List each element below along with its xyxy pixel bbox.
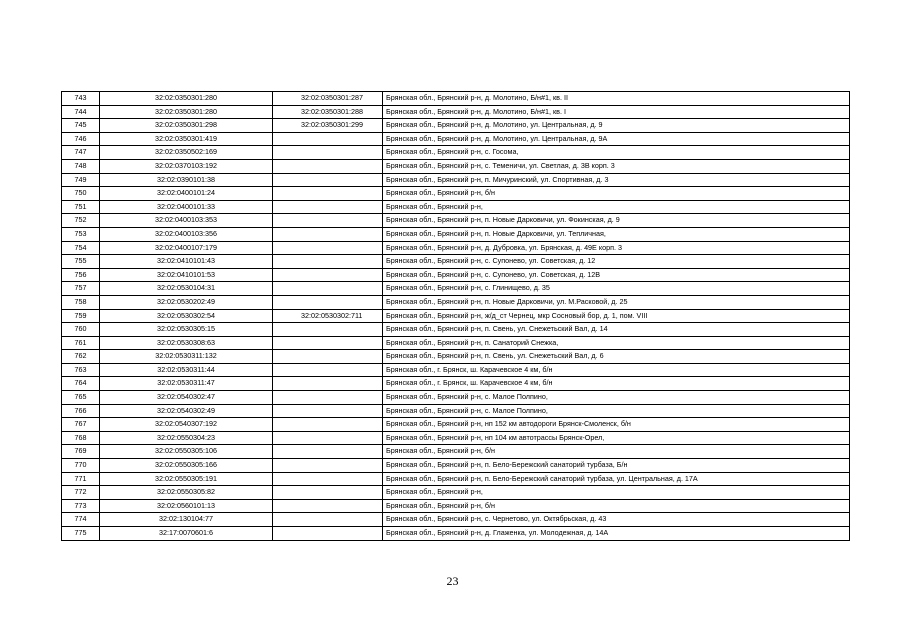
cadastral-number-cell: 32:02:0350301:280 bbox=[100, 105, 273, 119]
cadastral-number-cell: 32:02:0550305:106 bbox=[100, 445, 273, 459]
cadastral-number-cell: 32:02:0410101:43 bbox=[100, 255, 273, 269]
cadastral-number-cell: 32:02:0530311:47 bbox=[100, 377, 273, 391]
table-row bbox=[62, 159, 850, 173]
cadastral-number-cell: 32:02:0390101:38 bbox=[100, 173, 273, 187]
related-cadastral-number-cell bbox=[273, 431, 383, 445]
address-cell: Брянская обл., Брянский р-н, п. Мичуринский, ул. Спортивная, д. 3 bbox=[383, 173, 850, 187]
row-number-cell: 750 bbox=[62, 187, 100, 201]
cadastral-number-cell: 32:02:0530311:132 bbox=[100, 350, 273, 364]
address-cell: Брянская обл., Брянский р-н, bbox=[383, 486, 850, 500]
cadastral-number-cell: 32:02:0370103:192 bbox=[100, 159, 273, 173]
related-cadastral-number-cell bbox=[273, 472, 383, 486]
cadastral-number-cell: 32:02:0400101:33 bbox=[100, 200, 273, 214]
row-number-cell: 767 bbox=[62, 418, 100, 432]
cadastral-number-cell: 32:02:0350301:419 bbox=[100, 132, 273, 146]
page-number: 23 bbox=[446, 574, 459, 588]
row-number-cell: 761 bbox=[62, 336, 100, 350]
row-number-cell: 759 bbox=[62, 309, 100, 323]
cadastral-number-cell: 32:02:0400101:24 bbox=[100, 187, 273, 201]
address-cell: Брянская обл., Брянский р-н, с. Малое Полпино, bbox=[383, 404, 850, 418]
related-cadastral-number-cell bbox=[273, 499, 383, 513]
table-row bbox=[62, 173, 850, 187]
row-number-cell: 756 bbox=[62, 268, 100, 282]
cadastral-number-cell: 32:02:0540302:47 bbox=[100, 391, 273, 405]
table-row bbox=[62, 431, 850, 445]
table-row bbox=[62, 146, 850, 160]
row-number-cell: 774 bbox=[62, 513, 100, 527]
cadastral-number-cell: 32:02:0540307:192 bbox=[100, 418, 273, 432]
address-cell: Брянская обл., Брянский р-н, нп 152 км автодороги Брянск-Смоленск, б/н bbox=[383, 418, 850, 432]
table-row bbox=[62, 499, 850, 513]
cadastral-number-cell: 32:02:0530104:31 bbox=[100, 282, 273, 296]
address-cell: Брянская обл., Брянский р-н, с. Теменичи, ул. Светлая, д. 3В корп. 3 bbox=[383, 159, 850, 173]
related-cadastral-number-cell bbox=[273, 146, 383, 160]
row-number-cell: 748 bbox=[62, 159, 100, 173]
row-number-cell: 763 bbox=[62, 363, 100, 377]
row-number-cell: 749 bbox=[62, 173, 100, 187]
related-cadastral-number-cell bbox=[273, 159, 383, 173]
row-number-cell: 764 bbox=[62, 377, 100, 391]
table-row bbox=[62, 309, 850, 323]
table-row bbox=[62, 418, 850, 432]
table-row bbox=[62, 295, 850, 309]
related-cadastral-number-cell bbox=[273, 377, 383, 391]
address-cell: Брянская обл., г. Брянск, ш. Карачевское 4 км, б/н bbox=[383, 363, 850, 377]
related-cadastral-number-cell bbox=[273, 418, 383, 432]
address-cell: Брянская обл., Брянский р-н, б/н bbox=[383, 445, 850, 459]
cadastral-number-cell: 32:02:130104:77 bbox=[100, 513, 273, 527]
related-cadastral-number-cell bbox=[273, 527, 383, 541]
cadastral-number-cell: 32:02:0400107:179 bbox=[100, 241, 273, 255]
related-cadastral-number-cell bbox=[273, 214, 383, 228]
table-row bbox=[62, 132, 850, 146]
row-number-cell: 760 bbox=[62, 323, 100, 337]
row-number-cell: 773 bbox=[62, 499, 100, 513]
table-row bbox=[62, 282, 850, 296]
related-cadastral-number-cell bbox=[273, 227, 383, 241]
table-row bbox=[62, 363, 850, 377]
cadastral-number-cell: 32:02:0530202:49 bbox=[100, 295, 273, 309]
row-number-cell: 757 bbox=[62, 282, 100, 296]
address-cell: Брянская обл., Брянский р-н, bbox=[383, 200, 850, 214]
row-number-cell: 747 bbox=[62, 146, 100, 160]
address-cell: Брянская обл., Брянский р-н, д. Дубровка, ул. Брянская, д. 49Е корп. 3 bbox=[383, 241, 850, 255]
address-cell: Брянская обл., Брянский р-н, с. Глинищево, д. 35 bbox=[383, 282, 850, 296]
related-cadastral-number-cell bbox=[273, 282, 383, 296]
address-cell: Брянская обл., Брянский р-н, б/н bbox=[383, 499, 850, 513]
cadastral-number-cell: 32:17:0070601:6 bbox=[100, 527, 273, 541]
row-number-cell: 768 bbox=[62, 431, 100, 445]
related-cadastral-number-cell: 32:02:0350301:299 bbox=[273, 119, 383, 133]
address-cell: Брянская обл., Брянский р-н, п. Новые Дарковичи, ул. Фокинская, д. 9 bbox=[383, 214, 850, 228]
related-cadastral-number-cell bbox=[273, 241, 383, 255]
row-number-cell: 775 bbox=[62, 527, 100, 541]
row-number-cell: 769 bbox=[62, 445, 100, 459]
row-number-cell: 758 bbox=[62, 295, 100, 309]
property-table-body bbox=[62, 92, 850, 541]
table-row bbox=[62, 323, 850, 337]
table-row bbox=[62, 268, 850, 282]
row-number-cell: 755 bbox=[62, 255, 100, 269]
address-cell: Брянская обл., г. Брянск, ш. Карачевское 4 км, б/н bbox=[383, 377, 850, 391]
related-cadastral-number-cell bbox=[273, 445, 383, 459]
table-row bbox=[62, 472, 850, 486]
row-number-cell: 752 bbox=[62, 214, 100, 228]
address-cell: Брянская обл., Брянский р-н, с. Супонево, ул. Советская, д. 12 bbox=[383, 255, 850, 269]
table-row bbox=[62, 119, 850, 133]
related-cadastral-number-cell bbox=[273, 513, 383, 527]
row-number-cell: 754 bbox=[62, 241, 100, 255]
address-cell: Брянская обл., Брянский р-н, п. Новые Дарковичи, ул. М.Расковой, д. 25 bbox=[383, 295, 850, 309]
cadastral-number-cell: 32:02:0530308:63 bbox=[100, 336, 273, 350]
cadastral-number-cell: 32:02:0550304:23 bbox=[100, 431, 273, 445]
table-row bbox=[62, 350, 850, 364]
related-cadastral-number-cell bbox=[273, 295, 383, 309]
cadastral-number-cell: 32:02:0540302:49 bbox=[100, 404, 273, 418]
table-row bbox=[62, 255, 850, 269]
related-cadastral-number-cell bbox=[273, 187, 383, 201]
row-number-cell: 762 bbox=[62, 350, 100, 364]
cadastral-number-cell: 32:02:0550305:191 bbox=[100, 472, 273, 486]
cadastral-number-cell: 32:02:0350301:280 bbox=[100, 92, 273, 106]
cadastral-number-cell: 32:02:0550305:82 bbox=[100, 486, 273, 500]
table-row bbox=[62, 187, 850, 201]
row-number-cell: 743 bbox=[62, 92, 100, 106]
related-cadastral-number-cell bbox=[273, 459, 383, 473]
related-cadastral-number-cell bbox=[273, 486, 383, 500]
address-cell: Брянская обл., Брянский р-н, п. Свень, ул. Снежетьский Вал, д. 14 bbox=[383, 323, 850, 337]
related-cadastral-number-cell: 32:02:0350301:288 bbox=[273, 105, 383, 119]
table-row bbox=[62, 105, 850, 119]
address-cell: Брянская обл., Брянский р-н, с. Чернетово, ул. Октябрьская, д. 43 bbox=[383, 513, 850, 527]
related-cadastral-number-cell bbox=[273, 323, 383, 337]
row-number-cell: 770 bbox=[62, 459, 100, 473]
table-row bbox=[62, 200, 850, 214]
property-table bbox=[61, 91, 850, 541]
table-row bbox=[62, 241, 850, 255]
row-number-cell: 744 bbox=[62, 105, 100, 119]
cadastral-number-cell: 32:02:0530305:15 bbox=[100, 323, 273, 337]
address-cell: Брянская обл., Брянский р-н, нп 104 км автотрассы Брянск-Орел, bbox=[383, 431, 850, 445]
row-number-cell: 745 bbox=[62, 119, 100, 133]
table-row bbox=[62, 459, 850, 473]
table-row bbox=[62, 391, 850, 405]
row-number-cell: 746 bbox=[62, 132, 100, 146]
address-cell: Брянская обл., Брянский р-н, с. Малое Полпино, bbox=[383, 391, 850, 405]
related-cadastral-number-cell bbox=[273, 404, 383, 418]
table-row bbox=[62, 445, 850, 459]
address-cell: Брянская обл., Брянский р-н, с. Госома, bbox=[383, 146, 850, 160]
table-row bbox=[62, 336, 850, 350]
address-cell: Брянская обл., Брянский р-н, п. Новые Дарковичи, ул. Тепличная, bbox=[383, 227, 850, 241]
cadastral-number-cell: 32:02:0550305:166 bbox=[100, 459, 273, 473]
address-cell: Брянская обл., Брянский р-н, д. Молотино, Б/н#1, кв. I bbox=[383, 105, 850, 119]
address-cell: Брянская обл., Брянский р-н, п. Свень, ул. Снежетьский Вал, д. 6 bbox=[383, 350, 850, 364]
table-row bbox=[62, 92, 850, 106]
related-cadastral-number-cell bbox=[273, 268, 383, 282]
related-cadastral-number-cell: 32:02:0530302:711 bbox=[273, 309, 383, 323]
table-row bbox=[62, 513, 850, 527]
address-cell: Брянская обл., Брянский р-н, с. Супонево, ул. Советская, д. 12В bbox=[383, 268, 850, 282]
related-cadastral-number-cell bbox=[273, 255, 383, 269]
row-number-cell: 766 bbox=[62, 404, 100, 418]
related-cadastral-number-cell bbox=[273, 200, 383, 214]
table-row bbox=[62, 377, 850, 391]
related-cadastral-number-cell bbox=[273, 132, 383, 146]
address-cell: Брянская обл., Брянский р-н, ж/д_ст Чернец, мкр Сосновый бор, д. 1, пом. VIII bbox=[383, 309, 850, 323]
cadastral-number-cell: 32:02:0560101:13 bbox=[100, 499, 273, 513]
row-number-cell: 765 bbox=[62, 391, 100, 405]
cadastral-number-cell: 32:02:0530302:54 bbox=[100, 309, 273, 323]
row-number-cell: 771 bbox=[62, 472, 100, 486]
address-cell: Брянская обл., Брянский р-н, д. Молотино, ул. Центральная, д. 9 bbox=[383, 119, 850, 133]
table-row bbox=[62, 404, 850, 418]
table-row bbox=[62, 214, 850, 228]
address-cell: Брянская обл., Брянский р-н, п. Бело-Бережский санаторий турбаза, Б/н bbox=[383, 459, 850, 473]
related-cadastral-number-cell bbox=[273, 336, 383, 350]
address-cell: Брянская обл., Брянский р-н, п. Бело-Бережский санаторий турбаза, ул. Центральная, д. 17А bbox=[383, 472, 850, 486]
table-row bbox=[62, 227, 850, 241]
related-cadastral-number-cell bbox=[273, 391, 383, 405]
cadastral-number-cell: 32:02:0350502:169 bbox=[100, 146, 273, 160]
related-cadastral-number-cell bbox=[273, 173, 383, 187]
table-row bbox=[62, 486, 850, 500]
address-cell: Брянская обл., Брянский р-н, б/н bbox=[383, 187, 850, 201]
address-cell: Брянская обл., Брянский р-н, д. Молотино, Б/н#1, кв. II bbox=[383, 92, 850, 106]
related-cadastral-number-cell: 32:02:0350301:287 bbox=[273, 92, 383, 106]
cadastral-number-cell: 32:02:0400103:353 bbox=[100, 214, 273, 228]
address-cell: Брянская обл., Брянский р-н, д. Глаженка, ул. Молодежная, д. 14А bbox=[383, 527, 850, 541]
row-number-cell: 753 bbox=[62, 227, 100, 241]
row-number-cell: 772 bbox=[62, 486, 100, 500]
cadastral-number-cell: 32:02:0400103:356 bbox=[100, 227, 273, 241]
related-cadastral-number-cell bbox=[273, 350, 383, 364]
row-number-cell: 751 bbox=[62, 200, 100, 214]
cadastral-number-cell: 32:02:0530311:44 bbox=[100, 363, 273, 377]
cadastral-number-cell: 32:02:0350301:298 bbox=[100, 119, 273, 133]
table-row bbox=[62, 527, 850, 541]
cadastral-number-cell: 32:02:0410101:53 bbox=[100, 268, 273, 282]
address-cell: Брянская обл., Брянский р-н, п. Санаторий Снежка, bbox=[383, 336, 850, 350]
related-cadastral-number-cell bbox=[273, 363, 383, 377]
address-cell: Брянская обл., Брянский р-н, д. Молотино, ул. Центральная, д. 9А bbox=[383, 132, 850, 146]
